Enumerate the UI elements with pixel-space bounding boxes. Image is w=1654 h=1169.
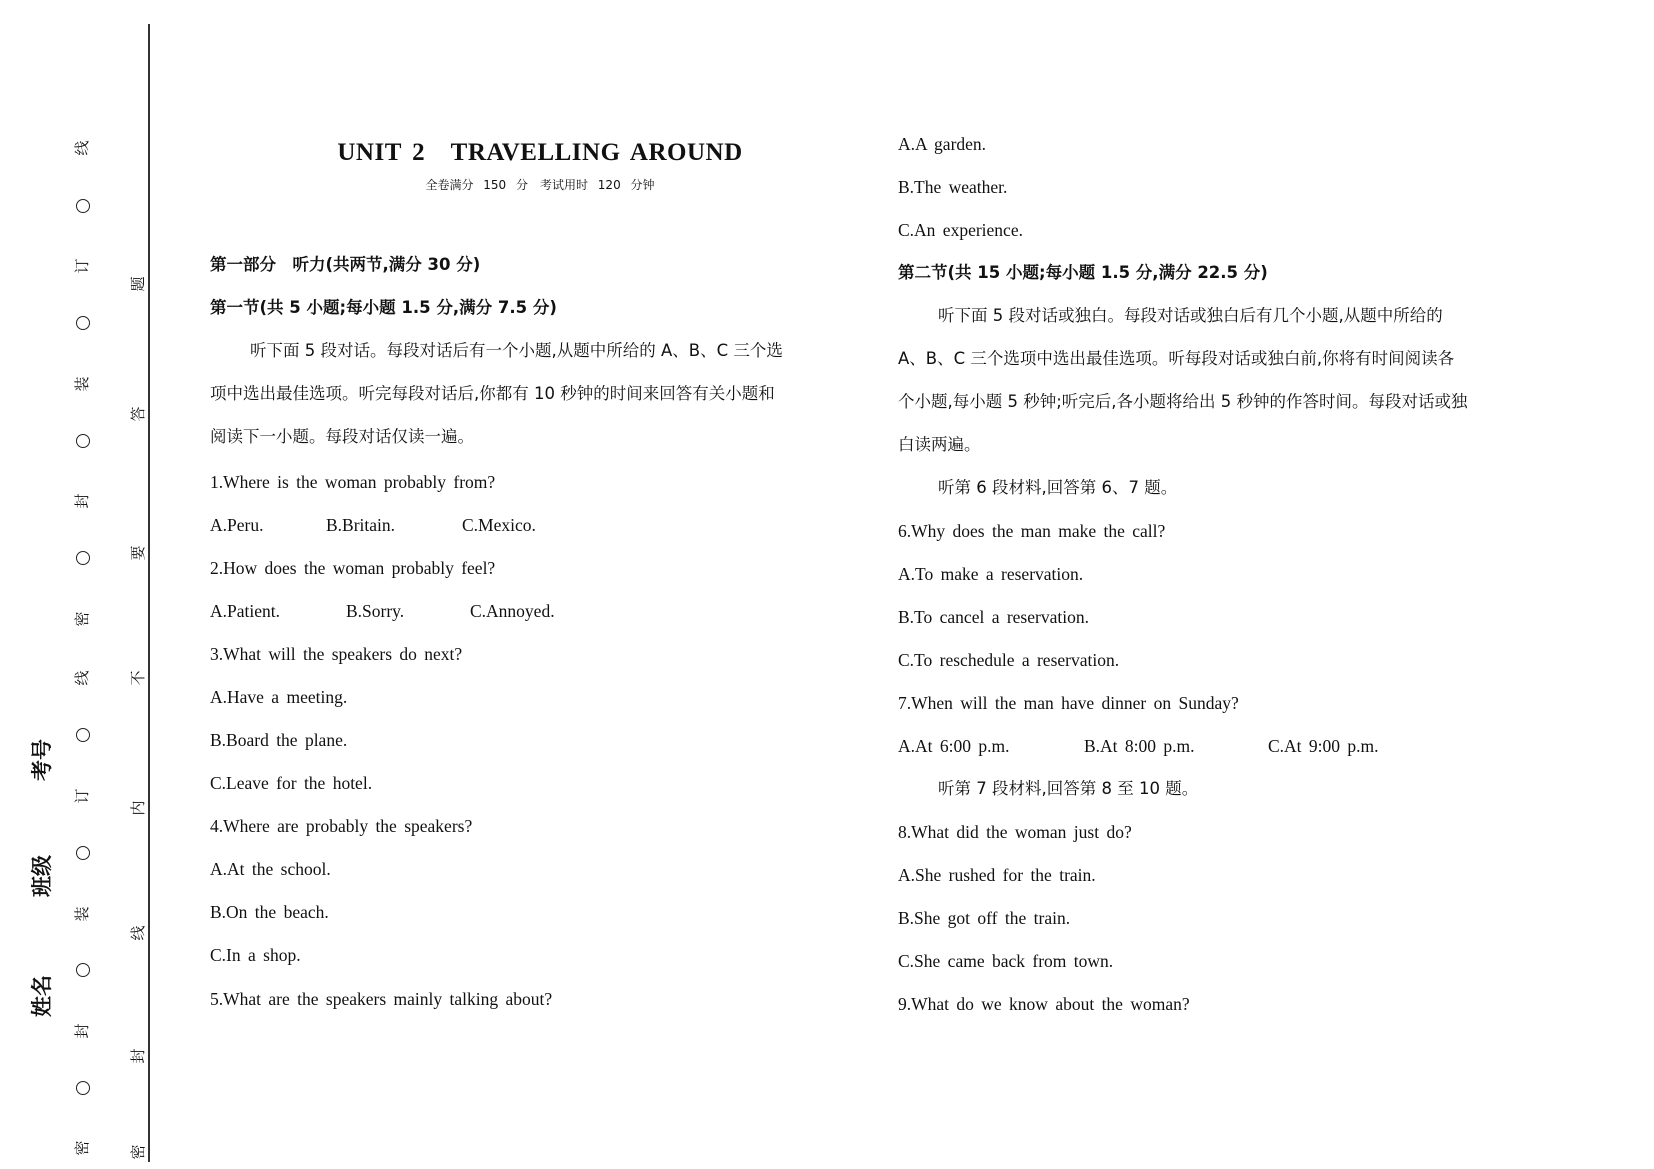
margin-circle-icon	[76, 551, 90, 565]
question-text: C.In a shop.	[210, 945, 301, 965]
question-text: B.The weather.	[898, 177, 1008, 197]
margin-char: 线	[73, 140, 91, 156]
question-text: 7.When will the man have dinner on Sunday?	[898, 693, 1239, 713]
answer-option: B.At 8:00 p.m.	[1084, 736, 1195, 756]
question-text: 4.Where are probably the speakers?	[210, 816, 473, 836]
question-text: B.Board the plane.	[210, 730, 348, 750]
margin-char: 订	[73, 258, 91, 274]
student-info-label: 姓名	[29, 975, 54, 1017]
question-text: 听下面 5 段对话或独白。每段对话或独白后有几个小题,从题中所给的	[938, 306, 1443, 325]
margin-inner-char: 密	[129, 1144, 147, 1160]
question-text: 2.How does the woman probably feel?	[210, 558, 496, 578]
margin-char: 装	[73, 376, 91, 392]
question-text: A、B、C 三个选项中选出最佳选项。听每段对话或独白前,你将有时间阅读各	[898, 349, 1455, 368]
section-heading: 第一节(共 5 小题;每小题 1.5 分,满分 7.5 分)	[210, 298, 557, 317]
question-text: 听下面 5 段对话。每段对话后有一个小题,从题中所给的 A、B、C 三个选	[250, 341, 783, 360]
margin-circle-icon	[76, 199, 90, 213]
question-text: A.At the school.	[210, 859, 331, 879]
margin-circle-icon	[76, 316, 90, 330]
question-text: C.Leave for the hotel.	[210, 773, 373, 793]
question-text: 1.Where is the woman probably from?	[210, 472, 496, 492]
margin-inner-char: 答	[129, 406, 147, 422]
question-text: 阅读下一小题。每段对话仅读一遍。	[210, 427, 474, 446]
margin-inner-char: 内	[129, 800, 147, 816]
question-text: C.An experience.	[898, 220, 1023, 240]
answer-option: A.At 6:00 p.m.	[898, 736, 1010, 756]
page-title: UNIT 2 TRAVELLING AROUND	[337, 139, 743, 166]
question-text: 听第 7 段材料,回答第 8 至 10 题。	[938, 779, 1199, 798]
question-text: A.She rushed for the train.	[898, 865, 1096, 885]
answer-option: C.Annoyed.	[470, 601, 555, 621]
answer-option: A.Patient.	[210, 601, 280, 621]
answer-option: C.Mexico.	[462, 515, 536, 535]
question-text: 白读两遍。	[898, 435, 981, 454]
margin-circle-icon	[76, 846, 90, 860]
margin-char: 密	[73, 611, 91, 627]
question-text: 6.Why does the man make the call?	[898, 521, 1166, 541]
answer-option: C.At 9:00 p.m.	[1268, 736, 1379, 756]
margin-inner-char: 题	[129, 276, 147, 292]
page-subtitle: 全卷满分 150 分 考试用时 120 分钟	[425, 178, 655, 192]
margin-char: 封	[73, 1023, 91, 1039]
section-heading: 第二节(共 15 小题;每小题 1.5 分,满分 22.5 分)	[898, 263, 1268, 282]
question-text: A.Have a meeting.	[210, 687, 348, 707]
margin-circle-icon	[76, 728, 90, 742]
question-text: 听第 6 段材料,回答第 6、7 题。	[938, 478, 1178, 497]
question-text: C.She came back from town.	[898, 951, 1114, 971]
answer-option: A.Peru.	[210, 515, 264, 535]
question-text: 3.What will the speakers do next?	[210, 644, 463, 664]
student-info-label: 班级	[29, 855, 54, 897]
question-text: 5.What are the speakers mainly talking about?	[210, 989, 553, 1009]
margin-char: 订	[73, 788, 91, 804]
margin-inner-char: 要	[129, 545, 147, 561]
margin-char: 线	[73, 670, 91, 686]
question-text: C.To reschedule a reservation.	[898, 650, 1120, 670]
margin-char: 密	[73, 1140, 91, 1156]
question-text: 9.What do we know about the woman?	[898, 994, 1190, 1014]
margin-circle-icon	[76, 963, 90, 977]
question-text: A.To make a reservation.	[898, 564, 1084, 584]
margin-char: 装	[73, 906, 91, 922]
answer-option: B.Sorry.	[346, 601, 405, 621]
margin-inner-char: 不	[129, 670, 147, 686]
section-heading: 第一部分 听力(共两节,满分 30 分)	[210, 255, 481, 274]
question-text: 8.What did the woman just do?	[898, 822, 1132, 842]
question-text: A.A garden.	[898, 134, 987, 154]
margin-inner-char: 线	[129, 925, 147, 941]
answer-option: B.Britain.	[326, 515, 396, 535]
binding-line	[148, 24, 150, 1162]
question-text: 个小题,每小题 5 秒钟;听完后,各小题将给出 5 秒钟的作答时间。每段对话或独	[898, 392, 1468, 411]
question-text: B.On the beach.	[210, 902, 329, 922]
margin-inner-char: 封	[129, 1048, 147, 1064]
student-info-label: 考号	[29, 739, 54, 781]
question-text: 项中选出最佳选项。听完每段对话后,你都有 10 秒钟的时间来回答有关小题和	[210, 384, 775, 403]
margin-char: 封	[73, 493, 91, 509]
question-text: B.To cancel a reservation.	[898, 607, 1089, 627]
margin-circle-icon	[76, 1081, 90, 1095]
margin-circle-icon	[76, 434, 90, 448]
question-text: B.She got off the train.	[898, 908, 1071, 928]
